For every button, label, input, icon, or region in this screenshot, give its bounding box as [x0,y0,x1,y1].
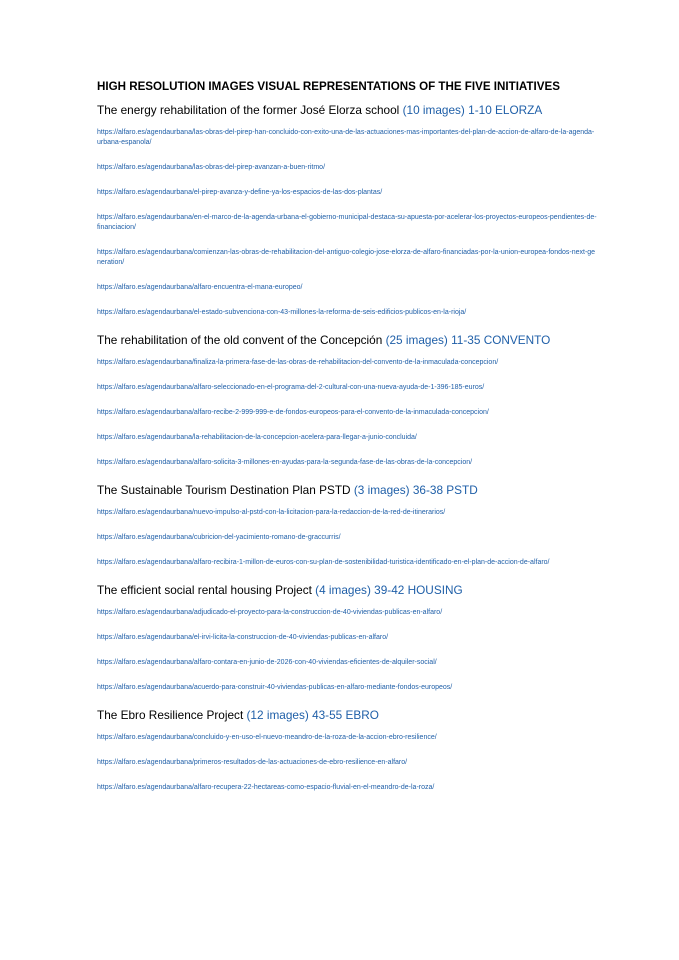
link-item[interactable]: https://alfaro.es/agendaurbana/acuerdo-para-construir-40-viviendas-publicas-en-alfaro-mediante-fondos-europeos/ [97,684,453,691]
link-item[interactable]: https://alfaro.es/agendaurbana/las-obras-del-pirep-han-concluido-con-exito-una-de-las-actuaciones-mas-importantes-del-plan-de-accion-de-alfaro-de-la-agenda-urbana-espanola/ [97,129,595,146]
link-item[interactable]: https://alfaro.es/agendaurbana/alfaro-encuentra-el-mana-europeo/ [97,284,303,291]
link-item[interactable]: https://alfaro.es/agendaurbana/primeros-resultados-de-las-actuaciones-de-ebro-resilience-en-alfaro/ [97,759,408,766]
section-heading-text: The Sustainable Tourism Destination Plan PSTD [97,483,351,497]
section-heading [97,333,597,348]
link-item[interactable]: https://alfaro.es/agendaurbana/alfaro-solicita-3-millones-en-ayudas-para-la-segunda-fase-de-las-obras-de-la-concepcion/ [97,459,473,466]
section-ebro [97,708,597,793]
link-item[interactable]: https://alfaro.es/agendaurbana/el-irvi-licita-la-construccion-de-40-viviendas-publicas-en-alfaro/ [97,634,389,641]
link-item[interactable]: https://alfaro.es/agendaurbana/comienzan-las-obras-de-rehabilitacion-del-antiguo-colegio-jose-elorza-de-alfaro-financiadas-por-la-union-europea-fondos-next-generation/ [97,249,596,266]
link-item[interactable]: https://alfaro.es/agendaurbana/cubricion-del-yacimiento-romano-de-graccurris/ [97,534,341,541]
document-page [97,80,597,808]
link-item[interactable]: https://alfaro.es/agendaurbana/el-pirep-avanza-y-define-ya-los-espacios-de-las-dos-plantas/ [97,189,383,196]
link-item[interactable]: https://alfaro.es/agendaurbana/alfaro-recupera-22-hectareas-como-espacio-fluvial-en-el-meandro-de-la-roza/ [97,784,435,791]
section-pstd [97,483,597,568]
section-heading-text: The Ebro Resilience Project [97,708,244,722]
section-housing [97,583,597,693]
link-item[interactable]: https://alfaro.es/agendaurbana/alfaro-recibe-2-999-999-e-de-fondos-europeos-para-el-convento-de-la-inmaculada-concepcion/ [97,409,489,416]
section-elorza [97,103,597,318]
section-heading [97,708,597,723]
link-item[interactable]: https://alfaro.es/agendaurbana/finaliza-la-primera-fase-de-las-obras-de-rehabilitacion-del-convento-de-la-inmaculada-concepcion/ [97,359,499,366]
section-image-range: (3 images) 36-38 PSTD [353,483,478,497]
link-item[interactable]: https://alfaro.es/agendaurbana/concluido-y-en-uso-el-nuevo-meandro-de-la-roza-de-la-accion-ebro-resilience/ [97,734,437,741]
link-item[interactable]: https://alfaro.es/agendaurbana/nuevo-impulso-al-pstd-con-la-licitacion-para-la-redaccion-de-la-red-de-itinerarios/ [97,509,446,516]
link-item[interactable]: https://alfaro.es/agendaurbana/las-obras-del-pirep-avanzan-a-buen-ritmo/ [97,164,326,171]
section-heading-text: The energy rehabilitation of the former José Elorza school [97,103,400,117]
link-item[interactable]: https://alfaro.es/agendaurbana/alfaro-recibira-1-millon-de-euros-con-su-plan-de-sostenibilidad-turistica-identificado-en-el-plan-de-accion-de-alfaro/ [97,559,550,566]
link-item[interactable]: https://alfaro.es/agendaurbana/adjudicado-el-proyecto-para-la-construccion-de-40-viviendas-publicas-en-alfaro/ [97,609,443,616]
section-convento [97,333,597,468]
section-image-range: (4 images) 39-42 HOUSING [315,583,463,597]
section-heading [97,483,597,498]
link-item[interactable]: https://alfaro.es/agendaurbana/la-rehabilitacion-de-la-concepcion-acelera-para-llegar-a-junio-concluida/ [97,434,417,441]
section-image-range: (10 images) 1-10 ELORZA [402,103,543,117]
link-item[interactable]: https://alfaro.es/agendaurbana/el-estado-subvenciona-con-43-millones-la-reforma-de-seis-edificios-publicos-en-la-rioja/ [97,309,467,316]
section-image-range: (25 images) 11-35 CONVENTO [385,333,551,347]
section-heading-text: The efficient social rental housing Project [97,583,312,597]
link-item[interactable]: https://alfaro.es/agendaurbana/alfaro-seleccionado-en-el-programa-del-2-cultural-con-una-nueva-ayuda-de-1-396-185-euros/ [97,384,485,391]
link-item[interactable]: https://alfaro.es/agendaurbana/alfaro-contara-en-junio-de-2026-con-40-viviendas-eficientes-de-alquiler-social/ [97,659,437,666]
link-item[interactable]: https://alfaro.es/agendaurbana/en-el-marco-de-la-agenda-urbana-el-gobierno-municipal-destaca-su-apuesta-por-acelerar-los-proyectos-europeos-pendientes-de-financiacion/ [97,214,597,231]
section-heading [97,583,597,598]
section-image-range: (12 images) 43-55 EBRO [246,708,379,722]
section-heading-text: The rehabilitation of the old convent of the Concepción [97,333,383,347]
document-title: HIGH RESOLUTION IMAGES VISUAL REPRESENTATIONS OF THE FIVE INITIATIVES [97,80,560,93]
section-heading [97,103,597,118]
